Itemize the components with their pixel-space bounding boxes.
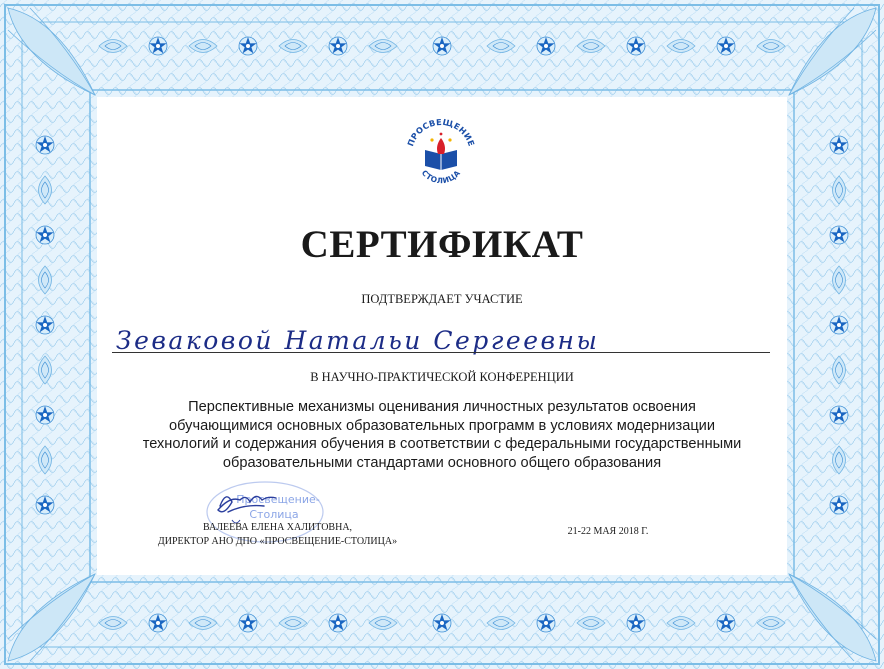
signer-name: ВАЛЕЕВА ЕЛЕНА ХАЛИТОВНА, bbox=[202, 522, 353, 533]
certificate-title: СЕРТИФИКАТ bbox=[300, 223, 584, 266]
signer-position: ДИРЕКТОР АНО ДПО «ПРОСВЕЩЕНИЕ-СТОЛИЦА» bbox=[157, 536, 398, 547]
event-type: В НАУЧНО-ПРАКТИЧЕСКОЙ КОНФЕРЕНЦИИ bbox=[310, 370, 574, 384]
prosveshchenie-stolitsa-logo bbox=[402, 110, 480, 190]
svg-text:Просвещение-: Просвещение- bbox=[236, 493, 320, 506]
recipient-underline bbox=[112, 352, 770, 353]
event-date: 21-22 МАЯ 2018 Г. bbox=[567, 526, 649, 537]
event-title-line: технологий и содержания обучения в соответствии с федеральными государственными bbox=[142, 436, 742, 452]
svg-text:Столица: Столица bbox=[249, 508, 299, 521]
event-title-line: обучающимися основных образовательных программ в условиях модернизации bbox=[169, 417, 715, 434]
event-title-line: образовательными стандартами основного общего образования bbox=[222, 454, 662, 471]
svg-text:СТОЛИЦА: СТОЛИЦА bbox=[419, 168, 463, 186]
recipient-name: Зеваковой Натальи Сергеевны bbox=[116, 326, 600, 355]
event-title-line: Перспективные механизмы оценивания личностных результатов освоения bbox=[188, 399, 696, 415]
svg-text:ПРОСВЕЩЕНИЕ: ПРОСВЕЩЕНИЕ bbox=[405, 116, 477, 148]
event-title bbox=[110, 398, 774, 472]
certificate-subtitle: ПОДТВЕРЖДАЕТ УЧАСТИЕ bbox=[361, 292, 523, 306]
